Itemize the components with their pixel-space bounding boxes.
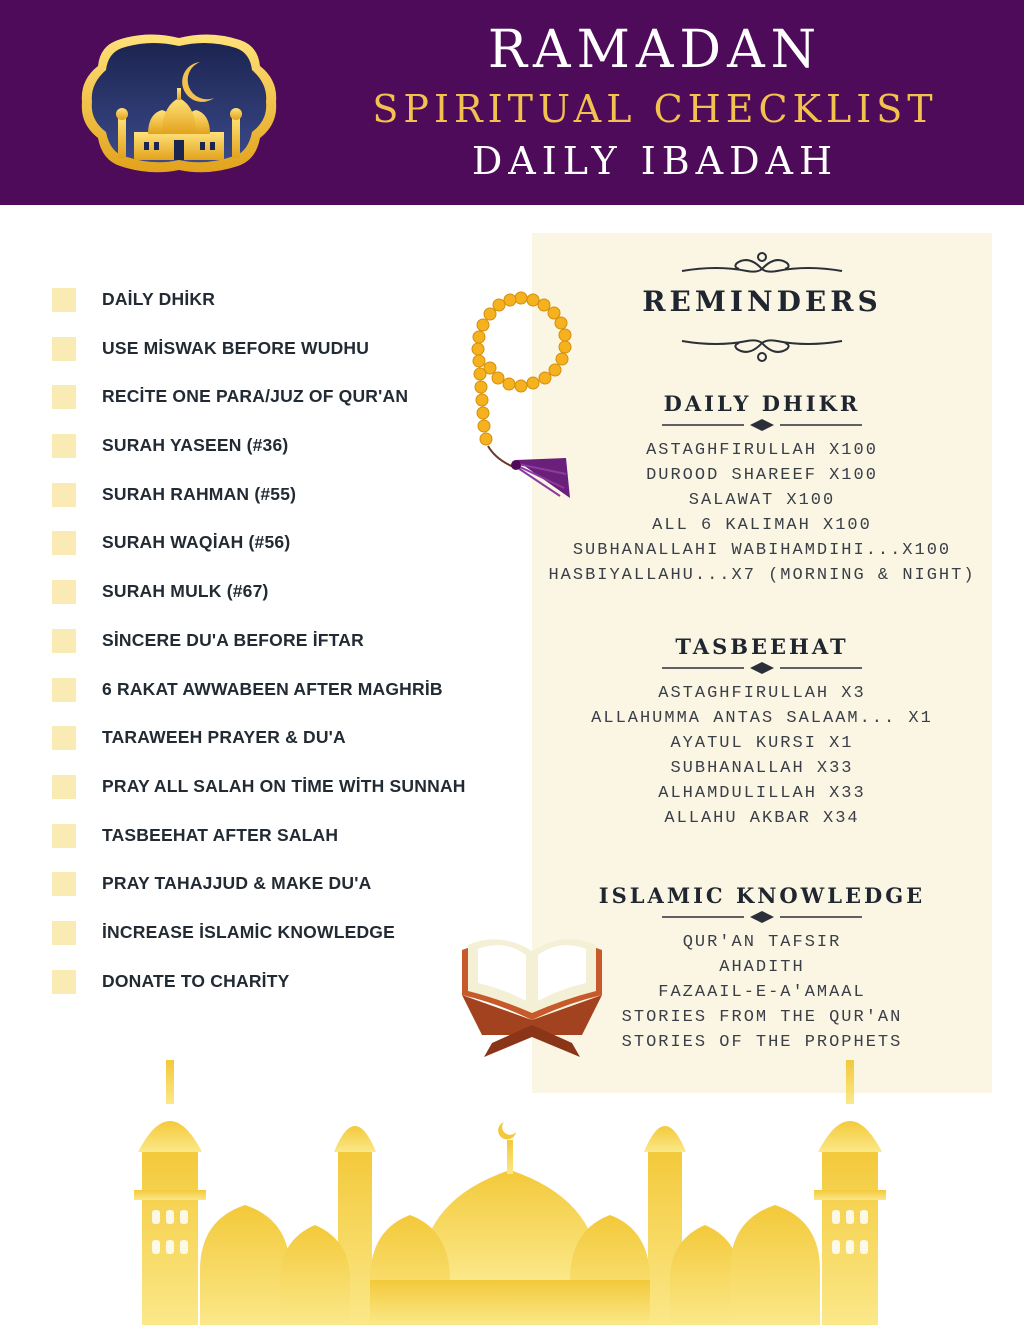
divider-ornament-icon — [662, 910, 862, 924]
divider-ornament-icon — [662, 661, 862, 675]
checkbox[interactable] — [52, 678, 76, 702]
reminder-line: SALAWAT X100 — [688, 491, 836, 510]
checklist — [52, 285, 492, 1015]
reminder-line: ASTAGHFIRULLAH X3 — [658, 684, 866, 703]
checklist-item[interactable] — [52, 967, 492, 1016]
checklist-item-label: DAİLY DHİKR — [102, 289, 216, 309]
checkbox[interactable] — [52, 288, 76, 312]
checklist-item[interactable] — [52, 528, 492, 577]
reminder-line: ALLAHUMMA ANTAS SALAAM... X1 — [591, 709, 933, 728]
reminder-line: ASTAGHFIRULLAH X100 — [646, 441, 878, 460]
checklist-item-label: SURAH MULK (#67) — [102, 581, 269, 602]
checklist-item-label: İNCREASE İSLAMİC KNOWLEDGE — [102, 921, 395, 942]
checkbox[interactable] — [52, 775, 76, 799]
checklist-item[interactable] — [52, 334, 492, 383]
flourish-bottom-icon — [677, 333, 847, 367]
prayer-beads-icon — [466, 288, 581, 503]
reminder-line: ALLAHU AKBAR X34 — [664, 809, 860, 828]
checklist-item-label: TARAWEEH PRAYER & DU'A — [102, 727, 346, 748]
checklist-item[interactable] — [52, 382, 492, 431]
section-title: ISLAMIC KNOWLEDGE — [598, 883, 926, 908]
checklist-item-label: SURAH WAQİAH (#56) — [102, 532, 291, 553]
checklist-item-label: DONATE TO CHARİTY — [102, 970, 290, 991]
section-title: TASBEEHAT — [675, 634, 849, 659]
reminder-line: SUBHANALLAHI WABIHAMDIHI...X100 — [572, 541, 952, 560]
checklist-item[interactable] — [52, 577, 492, 626]
reminder-line: AHADITH — [719, 958, 805, 977]
divider-ornament-icon — [662, 418, 862, 432]
reminder-line: HASBIYALLAHU...X7 (MORNING & NIGHT) — [548, 566, 976, 585]
checklist-item-label: SURAH RAHMAN (#55) — [102, 483, 297, 504]
checklist-item-label: PRAY ALL SALAH ON TİME WİTH SUNNAH — [102, 775, 466, 796]
reminder-line: ALHAMDULILLAH X33 — [658, 784, 866, 803]
checklist-item[interactable] — [52, 480, 492, 529]
checklist-item[interactable] — [52, 431, 492, 480]
flourish-top-icon — [677, 245, 847, 279]
checkbox[interactable] — [52, 824, 76, 848]
reminder-line: ALL 6 KALIMAH X100 — [652, 516, 872, 535]
reminder-line: SUBHANALLAH X33 — [670, 759, 854, 778]
checklist-item-label: SİNCERE DU'A BEFORE İFTAR — [102, 629, 364, 650]
checkbox[interactable] — [52, 921, 76, 945]
checklist-item-label: USE MİSWAK BEFORE WUDHU — [102, 337, 370, 358]
checkbox[interactable] — [52, 434, 76, 458]
reminder-line: DUROOD SHAREEF X100 — [646, 466, 878, 485]
checklist-item[interactable] — [52, 723, 492, 772]
checkbox[interactable] — [52, 580, 76, 604]
checklist-item-label: 6 RAKAT AWWABEEN AFTER MAGHRİB — [102, 678, 443, 699]
page-subtitle: SPIRITUAL CHECKLIST — [372, 87, 938, 131]
page-tagline: DAILY IBADAH — [471, 139, 839, 183]
checkbox[interactable] — [52, 531, 76, 555]
checkbox[interactable] — [52, 385, 76, 409]
checklist-item[interactable] — [52, 772, 492, 821]
checklist-item[interactable] — [52, 285, 492, 334]
checkbox[interactable] — [52, 337, 76, 361]
checklist-item[interactable] — [52, 821, 492, 870]
section-daily-dhikr — [532, 391, 992, 588]
mosque-silhouette-icon — [120, 1040, 900, 1325]
section-title: DAILY DHIKR — [663, 391, 861, 416]
checklist-item-label: SURAH YASEEN (#36) — [102, 435, 289, 456]
page-title: RAMADAN — [487, 20, 823, 80]
section-tasbeehat — [532, 634, 992, 831]
checklist-item[interactable] — [52, 918, 492, 967]
checkbox[interactable] — [52, 629, 76, 653]
mosque-night-logo-icon — [78, 28, 280, 178]
checklist-item[interactable] — [52, 869, 492, 918]
checklist-item-label: PRAY TAHAJJUD & MAKE DU'A — [102, 873, 372, 894]
checklist-item[interactable] — [52, 675, 492, 724]
reminder-line: FAZAAIL-E-A'AMAAL — [658, 983, 866, 1002]
checkbox[interactable] — [52, 872, 76, 896]
reminder-line: QUR'AN TAFSIR — [682, 933, 842, 952]
header-banner — [0, 0, 1024, 205]
checklist-item-label: TASBEEHAT AFTER SALAH — [102, 824, 339, 845]
checkbox[interactable] — [52, 970, 76, 994]
checklist-item-label: RECİTE ONE PARA/JUZ OF QUR'AN — [102, 386, 409, 407]
checkbox[interactable] — [52, 483, 76, 507]
reminder-line: STORIES FROM THE QUR'AN — [621, 1008, 903, 1027]
checklist-item[interactable] — [52, 626, 492, 675]
checkbox[interactable] — [52, 726, 76, 750]
reminder-line: STORIES OF THE PROPHETS — [621, 1033, 903, 1052]
reminder-line: AYATUL KURSI X1 — [670, 734, 854, 753]
reminders-title: REMINDERS — [642, 285, 882, 318]
